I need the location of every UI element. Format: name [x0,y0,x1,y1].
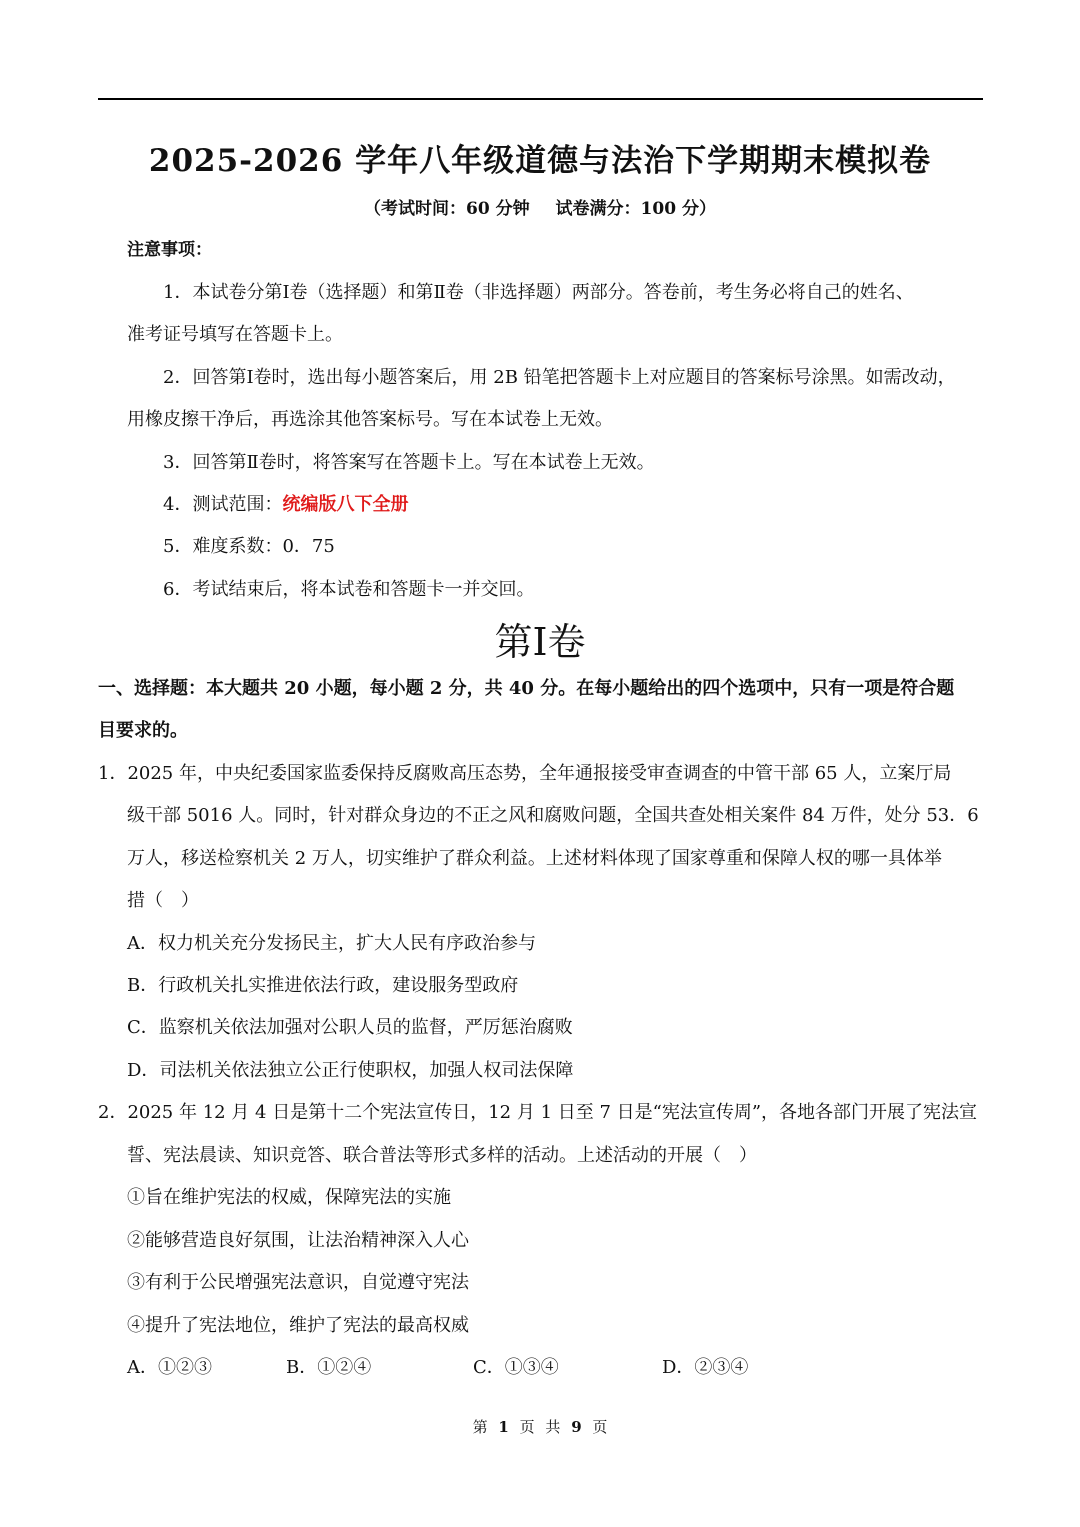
notes-heading: 注意事项： [127,240,212,260]
q1-line-2: 级干部 5016 人。同时，针对群众身边的不正之风和腐败问题，全国共查处相关案件 84 万件，处分 53．6 [127,805,979,826]
page-footer [0,1416,1080,1437]
exam-subtitle [0,194,1080,219]
note-5: 5．难度系数：0．75 [163,536,335,557]
note-2-line-1: 2．回答第Ⅰ卷时，选出每小题答案后，用 2B 铅笔把答题卡上对应题目的答案标号涂黑。如需改动， [163,367,956,388]
footer-label-3: 共 [545,1418,561,1436]
page-total: 9 [571,1418,582,1436]
q2-option-c: C．①③④ [473,1357,559,1378]
note-4-prefix: 4．测试范围： [163,494,283,515]
section-instruction-line-1: 一、选择题：本大题共 20 小题，每小题 2 分，共 40 分。在每小题给出的四个选项中，只有一项是符合题 [98,678,955,699]
q1-option-b: B．行政机关扎实推进依法行政，建设服务型政府 [127,975,519,996]
section-instruction-line-2: 目要求的。 [98,720,188,741]
q1-option-d: D．司法机关依法独立公正行使职权，加强人权司法保障 [127,1060,574,1081]
section-title: 第Ⅰ卷 [494,620,586,664]
note-1-line-1: 1．本试卷分第Ⅰ卷（选择题）和第Ⅱ卷（非选择题）两部分。答卷前，考生务必将自己的姓名、 [163,282,914,303]
footer-label-2: 页 [519,1418,535,1436]
note-6: 6．考试结束后，将本试卷和答题卡一并交回。 [163,579,535,600]
header-rule [98,98,983,100]
q1-option-a: A．权力机关充分发扬民主，扩大人民有序政治参与 [127,933,536,954]
q1-line-3: 万人，移送检察机关 2 万人，切实维护了群众利益。上述材料体现了国家尊重和保障人权的哪一具体举 [127,848,942,869]
q2-option-d: D．②③④ [662,1357,749,1378]
exam-title: 2025-2026 学年八年级道德与法治下学期期末模拟卷 [148,143,932,179]
q2-statement-2: ②能够营造良好氛围，让法治精神深入人心 [127,1230,469,1251]
q1-option-c: C．监察机关依法加强对公职人员的监督，严厉惩治腐败 [127,1017,573,1038]
q2-option-a: A．①②③ [127,1357,212,1378]
q2-statement-4: ④提升了宪法地位，维护了宪法的最高权威 [127,1315,469,1336]
note-3: 3．回答第Ⅱ卷时，将答案写在答题卡上。写在本试卷上无效。 [163,452,655,473]
q2-option-b: B．①②④ [286,1357,372,1378]
test-scope: 统编版八下全册 [282,494,409,515]
note-2-line-2: 用橡皮擦干净后，再选涂其他答案标号。写在本试卷上无效。 [127,409,613,430]
q1-line-4: 措（ ） [127,890,199,911]
full-score: 试卷满分：100 分） [555,199,716,219]
q2-line-1: 2．2025 年 12 月 4 日是第十二个宪法宣传日，12 月 1 日至 7 日是“宪法宣传周”，各地各部门开展了宪法宣 [98,1102,978,1123]
q2-statement-1: ①旨在维护宪法的权威，保障宪法的实施 [127,1187,451,1208]
footer-label-1: 第 [472,1418,488,1436]
page-number: 1 [498,1418,509,1436]
exam-time: （考试时间：60 分钟 [364,199,530,219]
footer-label-4: 页 [592,1418,608,1436]
note-1-line-2: 准考证号填写在答题卡上。 [127,324,343,345]
q2-statement-3: ③有利于公民增强宪法意识，自觉遵守宪法 [127,1272,469,1293]
q2-line-2: 誓、宪法晨读、知识竞答、联合普法等形式多样的活动。上述活动的开展（ ） [127,1145,757,1166]
note-4 [163,492,408,518]
q1-line-1: 1．2025 年，中央纪委国家监委保持反腐败高压态势，全年通报接受审查调查的中管干部 65 人，立案厅局 [98,763,952,784]
